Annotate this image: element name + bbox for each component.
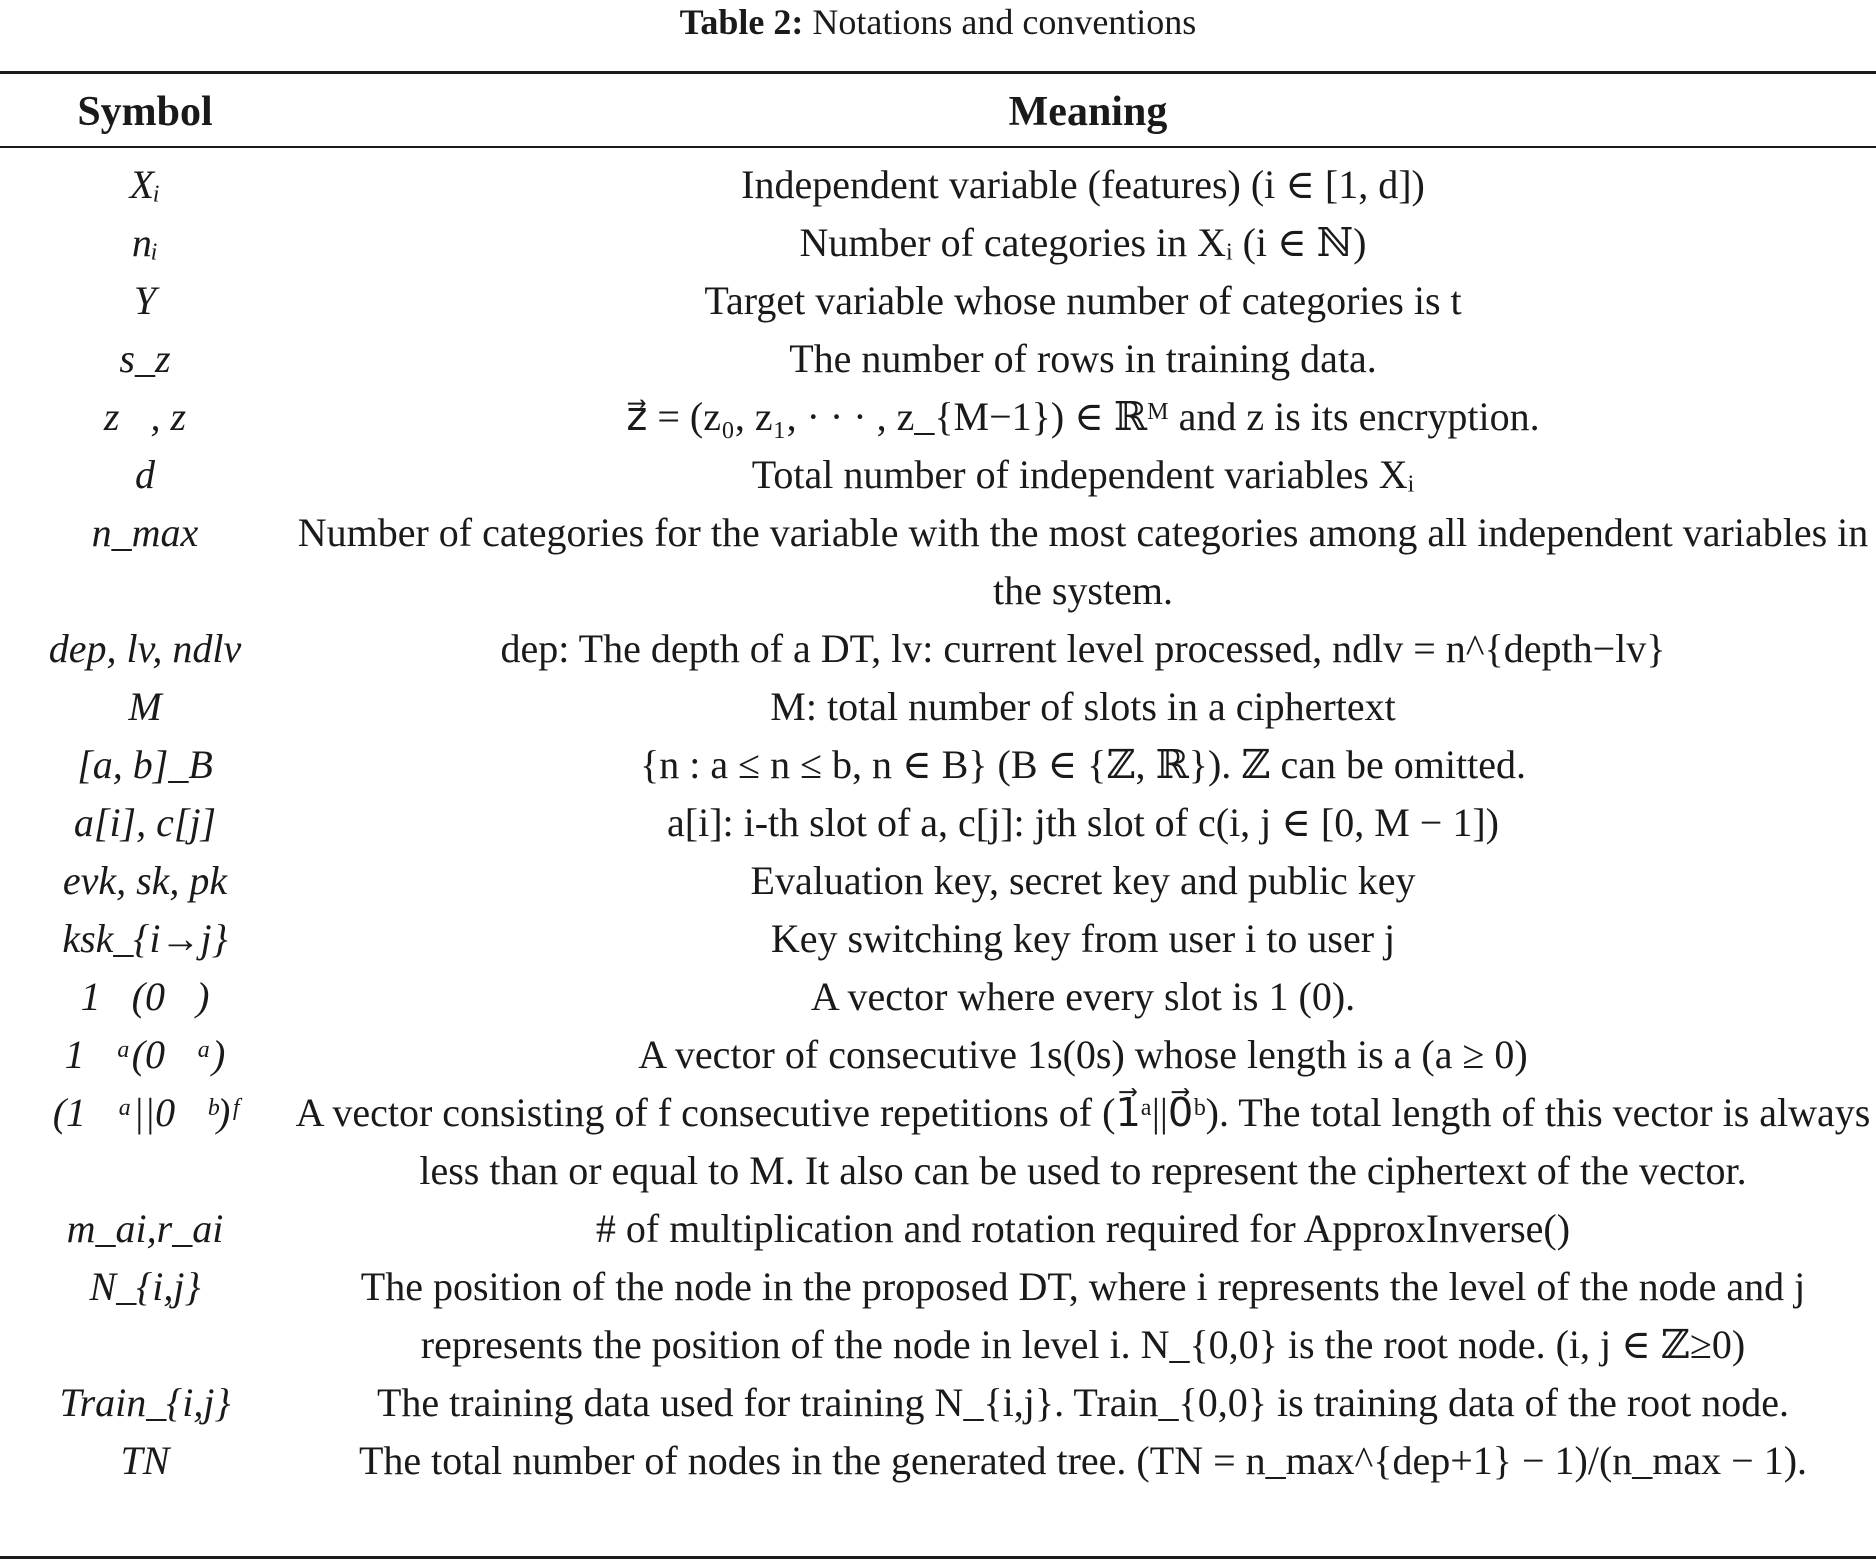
header-rule — [0, 146, 1876, 148]
table-row — [0, 852, 1876, 910]
top-rule — [0, 71, 1876, 74]
meaning-cell: z⃗ = (z₀, z₁, · · · , z_{M−1}) ∈ ℝᴹ and z is its encryption. — [626, 394, 1540, 439]
symbol-cell: [a, b]_B — [77, 742, 213, 787]
meaning-cell: Evaluation key, secret key and public key — [750, 858, 1416, 903]
table-row — [0, 446, 1876, 504]
symbol-cell: nᵢ — [131, 220, 159, 265]
symbol-cell: 1⃗ᵃ(0⃗ᵃ) — [64, 1032, 226, 1077]
meaning-cell: Total number of independent variables Xᵢ — [751, 452, 1415, 497]
symbol-cell: a[i], c[j] — [73, 800, 217, 845]
table-row — [0, 1258, 1876, 1374]
symbol-cell: ksk_{i→j} — [62, 916, 228, 961]
table-row — [0, 388, 1876, 446]
notations-table — [0, 156, 1876, 1490]
symbol-cell: m_ai,r_ai — [66, 1206, 224, 1251]
symbol-cell: Y — [133, 278, 157, 323]
symbol-cell: Train_{i,j} — [59, 1380, 231, 1425]
table-row — [0, 1374, 1876, 1432]
meaning-cell: The training data used for training N_{i,j}. Train_{0,0} is training data of the root node. — [376, 1380, 1790, 1425]
meaning-cell: Target variable whose number of categories is t — [704, 278, 1462, 323]
table-row — [0, 1200, 1876, 1258]
table-row — [0, 794, 1876, 852]
meaning-cell: A vector consisting of f consecutive repetitions of (1⃗ᵃ||0⃗ᵇ). The total length of this vector is always less than or equal to M. It also can be used to represent the ciphertext of the vector. — [295, 1090, 1871, 1193]
meaning-cell: Key switching key from user i to user j — [770, 916, 1396, 961]
meaning-cell: a[i]: i-th slot of a, c[j]: jth slot of c(i, j ∈ [0, M − 1]) — [667, 800, 1499, 845]
table-row — [0, 214, 1876, 272]
table-row — [0, 1026, 1876, 1084]
table-row — [0, 330, 1876, 388]
symbol-cell: z⃗, z — [103, 394, 187, 439]
table-row — [0, 1432, 1876, 1490]
table-row — [0, 620, 1876, 678]
symbol-cell: 1⃗(0⃗) — [80, 974, 210, 1019]
table-row — [0, 156, 1876, 214]
symbol-cell: Xᵢ — [129, 162, 161, 207]
meaning-cell: Independent variable (features) (i ∈ [1, d]) — [741, 162, 1425, 207]
table-caption — [0, 0, 1876, 44]
table-row — [0, 736, 1876, 794]
meaning-cell: {n : a ≤ n ≤ b, n ∈ B} (B ∈ {ℤ, ℝ}). ℤ can be omitted. — [640, 742, 1526, 787]
table-row — [0, 678, 1876, 736]
symbol-cell: dep, lv, ndlv — [48, 626, 242, 671]
caption-title: Notations and conventions — [812, 2, 1197, 42]
meaning-cell: A vector of consecutive 1s(0s) whose length is a (a ≥ 0) — [638, 1032, 1528, 1077]
meaning-cell: The position of the node in the proposed DT, where i represents the level of the node and j represents the position of the node in level i. N_{0,0} is the root node. (i, j ∈ ℤ≥0) — [360, 1264, 1806, 1367]
symbol-cell: M — [128, 684, 162, 729]
symbol-cell: N_{i,j} — [89, 1264, 201, 1309]
meaning-cell: Number of categories for the variable with the most categories among all independent variables in the system. — [297, 510, 1869, 613]
meaning-cell: M: total number of slots in a ciphertext — [770, 684, 1396, 729]
table-row — [0, 910, 1876, 968]
header-meaning: Meaning — [1008, 89, 1168, 135]
meaning-cell: dep: The depth of a DT, lv: current level processed, ndlv = n^{depth−lv} — [500, 626, 1666, 671]
bottom-rule — [0, 1556, 1876, 1559]
symbol-cell: s_z — [119, 336, 171, 381]
header-symbol: Symbol — [77, 89, 213, 135]
symbol-cell: n_max — [91, 510, 199, 555]
table-row — [0, 272, 1876, 330]
meaning-cell: Number of categories in Xᵢ (i ∈ ℕ) — [799, 220, 1367, 265]
meaning-cell: The total number of nodes in the generated tree. (TN = n_max^{dep+1} − 1)/(n_max − 1). — [358, 1438, 1808, 1483]
table-row — [0, 1084, 1876, 1200]
meaning-cell: The number of rows in training data. — [789, 336, 1377, 381]
table-row — [0, 968, 1876, 1026]
symbol-cell: d — [135, 452, 155, 497]
meaning-cell: # of multiplication and rotation required for ApproxInverse() — [595, 1206, 1571, 1251]
table-row — [0, 504, 1876, 620]
symbol-cell: TN — [120, 1438, 170, 1483]
caption-label: Table 2: — [679, 2, 804, 42]
symbol-cell: evk, sk, pk — [62, 858, 228, 903]
symbol-cell: (1⃗ᵃ||0⃗ᵇ)ᶠ — [52, 1090, 238, 1135]
meaning-cell: A vector where every slot is 1 (0). — [810, 974, 1356, 1019]
